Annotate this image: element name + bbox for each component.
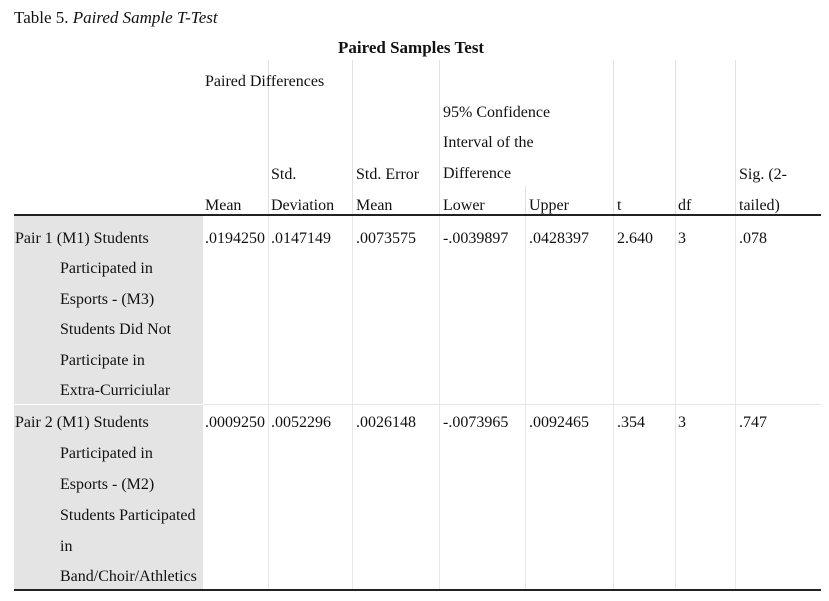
header-std-dev-line1: Std. [271, 166, 297, 183]
header-divider [675, 60, 676, 214]
cell-df: 3 [678, 230, 686, 247]
header-divider [352, 60, 353, 214]
column-divider [439, 216, 440, 589]
column-divider [735, 216, 736, 589]
column-divider [613, 216, 614, 589]
cell-std-dev: .0052296 [271, 414, 331, 431]
cell-upper: .0428397 [529, 230, 589, 247]
table-caption [14, 8, 218, 28]
row-label-line: Pair 2 (M1) Students [15, 414, 149, 431]
row-label-line: Students Did Not [60, 321, 172, 338]
cell-lower: -.0039897 [443, 230, 509, 247]
header-mean: Mean [205, 197, 242, 214]
caption-prefix: Table 5. [14, 8, 69, 27]
caption-title: Paired Sample T-Test [72, 8, 218, 27]
cell-lower: -.0073965 [443, 414, 509, 431]
header-sig-line1: Sig. (2- [739, 166, 787, 183]
cell-std-dev: .0147149 [271, 230, 331, 247]
cell-sig: .078 [739, 230, 767, 247]
row-label-line: Participate in [60, 352, 145, 369]
cell-upper: .0092465 [529, 414, 589, 431]
header-divider [525, 186, 526, 214]
row-label-line: Esports - (M2) [60, 476, 155, 493]
table-title: Paired Samples Test [338, 38, 485, 57]
cell-std-err: .0026148 [356, 414, 416, 431]
header-ci-line3: Difference [443, 165, 512, 182]
header-ci-line2: Interval of the [443, 134, 534, 151]
row-label-line: Students Participated [60, 507, 196, 524]
cell-df: 3 [678, 414, 686, 431]
header-paired-differences: Paired Differences [205, 73, 325, 90]
header-upper: Upper [529, 197, 569, 214]
column-divider [675, 216, 676, 589]
header-divider [735, 60, 736, 214]
cell-mean: .0009250 [205, 414, 265, 431]
header-divider [613, 60, 614, 214]
row-label-line: Participated in [60, 445, 153, 462]
header-std-err-line1: Std. Error [356, 166, 420, 183]
row-label-line: in [60, 538, 73, 555]
cell-std-err: .0073575 [356, 230, 416, 247]
header-std-dev-line2: Deviation [271, 197, 335, 214]
column-divider [525, 216, 526, 589]
header-ci-line1: 95% Confidence [443, 104, 551, 121]
cell-t: 2.640 [617, 230, 653, 247]
cell-mean: .0194250 [205, 230, 265, 247]
row-label-line: Esports - (M3) [60, 291, 155, 308]
header-std-err-line2: Mean [356, 197, 393, 214]
row-label-line: Participated in [60, 260, 153, 277]
row-divider [203, 404, 821, 405]
row-label-line: Extra-Curriciular [60, 382, 171, 399]
header-df: df [678, 197, 692, 214]
header-divider [439, 60, 440, 214]
header-sig-line2: tailed) [739, 197, 780, 214]
row-label-line: Band/Choir/Athletics [60, 568, 197, 585]
cell-sig: .747 [739, 414, 767, 431]
header-lower: Lower [443, 197, 485, 214]
column-divider [352, 216, 353, 589]
table-bottom-rule [14, 589, 821, 591]
row-label-line: Pair 1 (M1) Students [15, 230, 149, 247]
column-divider [268, 216, 269, 589]
cell-t: .354 [617, 414, 645, 431]
header-t: t [617, 197, 622, 214]
